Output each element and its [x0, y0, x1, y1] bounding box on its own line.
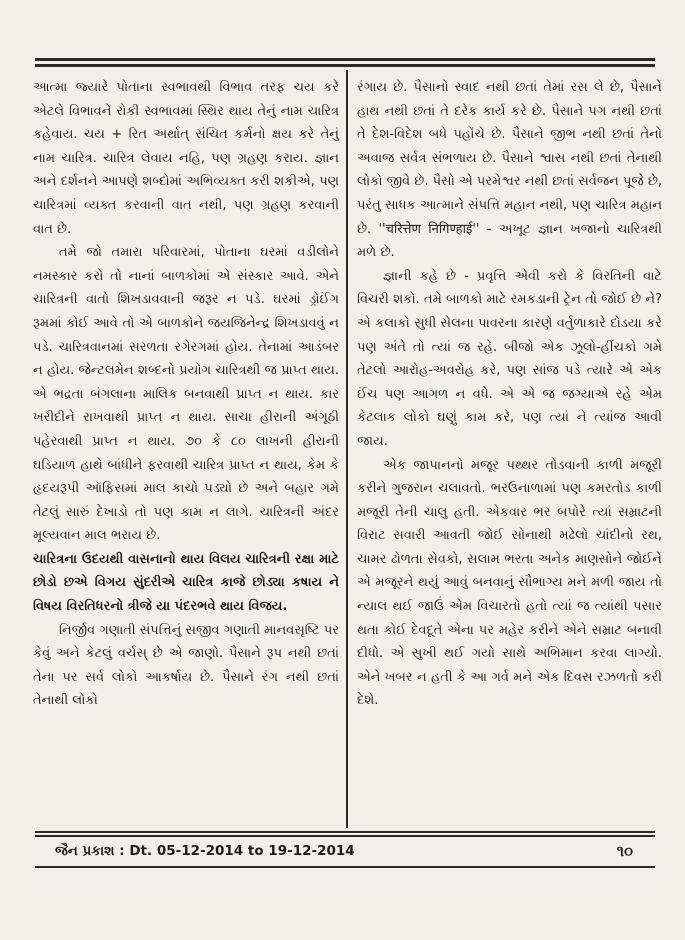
page-number: ૧૦ [616, 842, 633, 860]
paragraph: આત્મા જ્યારે પોતાના સ્વભાવથી વિભાવ તરફ ચય કરે એટલે વિભાવને રોકી સ્વભાવમાં સ્થિર થાય તેનું નામ ચારિત્ર કહેવાય. ચય + રિત અર્થાત્ સંચિત કર્મનો ક્ષય કરે તેનું નામ ચારિત્ર. ચારિત્ર લેવાય નહિ, પણ ગ્રહણ કરાય. જ્ઞાન અને દર્શનને આપણે શબ્દોમાં અભિવ્યક્ત કરી શકીએ, પણ ચારિત્રમાં વ્યક્ત કરવાની વાત નથી, પણ ગ્રહણ કરવાની વાત છે. [33, 80, 339, 237]
paragraph: જ્ઞાની કહે છે - પ્રવૃત્તિ એવી કરો કે વિરતિની વાટે વિચરી શકો. તમે બાળકો માટે રમકડાની ટ્રેન તો જોઈ છે ને? એ કલાકો સુધી સેલના પાવરના કારણે વર્તુળાકારે દોડયા કરે પણ અંતે તો ત્યાં જ રહે. બીજો એક ઝૂલો-હીંચકો ગમે તેટલો આરોહ-અવરોહ કરે, પણ સાંજ પડે ત્યારે એ એક ઈંચ પણ આગળ ન વધે. એ એ જ જગ્યાએ રહે એમ કેટલાક લોકો ઘણું કામ કરે, પણ ત્યાં ને ત્યાંજ આવી જાય. [357, 268, 662, 449]
footer-rule-bottom [35, 866, 655, 868]
footer-rule-top-2 [35, 835, 655, 837]
header-rule-bottom [35, 64, 655, 67]
paragraph: ચારિત્રના ઉદયથી વાસનાનો થાય વિલય ચારિત્રની રક્ષા માટે છોડો છએ વિગય સુંદરીએ ચારિત્ર કાજે છોડ્યા કષાય ને વિષય વિરતિધરનો ત્રીજે યા પંદરભવે થાય વિજય. [33, 551, 339, 615]
footer-publication: જૈન પ્રકાશ : Dt. 05-12-2014 to 19-12-2014 [55, 843, 355, 859]
right-column [357, 76, 662, 713]
paragraph: તમે જો તમારા પરિવારમાં, પોતાના ઘરમાં વડીલોને નમસ્કાર કરો તો નાનાં બાળકોમાં એ સંસ્કાર આવે. એને ચારિત્રની વાતો શિખડાવવાની જરૂર ન પડે. ઘરમાં ડ્રોઈંગ રૂમમાં કોઈ આવે તો એ બાળકોને જયજિનેન્દ્ર શિખડાવવું ન પડે. ચારિત્રવાનમાં સરળતા રગેરગમાં હોય. તેનામાં આડંબર ન હોય. જેન્ટલમેન શબ્દનો પ્રયોગ ચારિત્રથી જ પ્રાપ્ત થાય. એ ભદ્રતા બંગલાના માલિક બનવાથી પ્રાપ્ત ન થાય. કાર ખરીદીને રાખવાથી પ્રાપ્ત ન થાય. સાચા હીરાની અંગૂઠી પહેરવાથી પ્રાપ્ત ન થાય. ૭૦ કે ૮૦ લાખની હીરાની ઘડિયાળ હાથે બાંધીને ફરવાથી ચારિત્ર પ્રાપ્ત ન થાય, કેમ કે હૃદયરૂપી ઑફિસમાં માલ કાચો પડ્યો છે અને બહાર ગમે તેટલું સારું દેખાડો તો પણ કામ ન લાગે. ચારિત્રની અંદર મૂલ્યવાન માલ ભરાય છે. [33, 245, 339, 544]
header-rule-top [35, 58, 655, 61]
left-column [33, 76, 339, 713]
footer-rule-top [35, 831, 655, 833]
paragraph: એક જાપાનનો મજૂર પથ્થર તોડવાની કાળી મજૂરી કરીને ગુજરાન ચલાવતો. ભરઉનાળામાં પણ કમરતોડ કાળી મજૂરી તેની ચાલુ હતી. એકવાર ભર બપોરે ત્યાં સમ્રાટની વિરાટ સવારી આવતી જોઈ સોનાથી મઢેલો ચાંદીનો રથ, ચામર ઢોળતા સેવકો, સલામ ભરતા અનેક માણસોને જોઈને એ મજૂરને થયું આવું બનવાનું સૌભાગ્ય મને મળી જાય તો ન્યાલ થઈ જાઉં એમ વિચારતો હતો ત્યાં જ ત્યાંથી પસાર થતા કોઈ દેવદૂતે એના પર મહેર કરીને એને સમ્રાટ બનાવી દીધો. એ સુખી થઈ ગયો સાથે અભિમાન કરવા લાગ્યો. એને ખબર ન હતી કે આ ગર્વ મને એક દિવસ રઝળતો કરી દેશે. [357, 457, 662, 709]
paragraph: રંગાય છે. પૈસાનો સ્વાદ નથી છતાં તેમાં રસ લે છે, પૈસાને હાથ નથી છતાં તે દરેક કાર્ય કરે છે. પૈસાને પગ નથી છતાં તે દેશ-વિદેશ બધે પહોંચે છે. પૈસાને જીભ નથી છતાં તેનો અવાજ સર્વત્ર સંભળાય છે. પૈસાને શ્વાસ નથી છતાં તેનાથી લોકો જીવે છે. પૈસો એ પરમેશ્વર નથી છતાં સર્વજન પૂજે છે, પરંતુ સાધક આત્માને સંપત્તિ મહાન નથી, પણ ચારિત્ર મહાન છે. ''चरित्तेण निगिण्हाई'' - અખૂટ જ્ઞાન ખજાનો ચારિત્રથી મળે છે. [357, 80, 662, 261]
column-divider [346, 70, 348, 828]
paragraph: નિર્જીવ ગણાતી સંપત્તિનું સજીવ ગણાતી માનવસૃષ્ટિ પર કેવું અને કેટલું વર્ચસ્ છે એ જાણો. પૈસાને રૂપ નથી છતાં તેના પર સર્વ લોકો આકર્ષાય છે. પૈસાને રંગ નથી છતાં તેનાથી લોકો [33, 622, 339, 709]
